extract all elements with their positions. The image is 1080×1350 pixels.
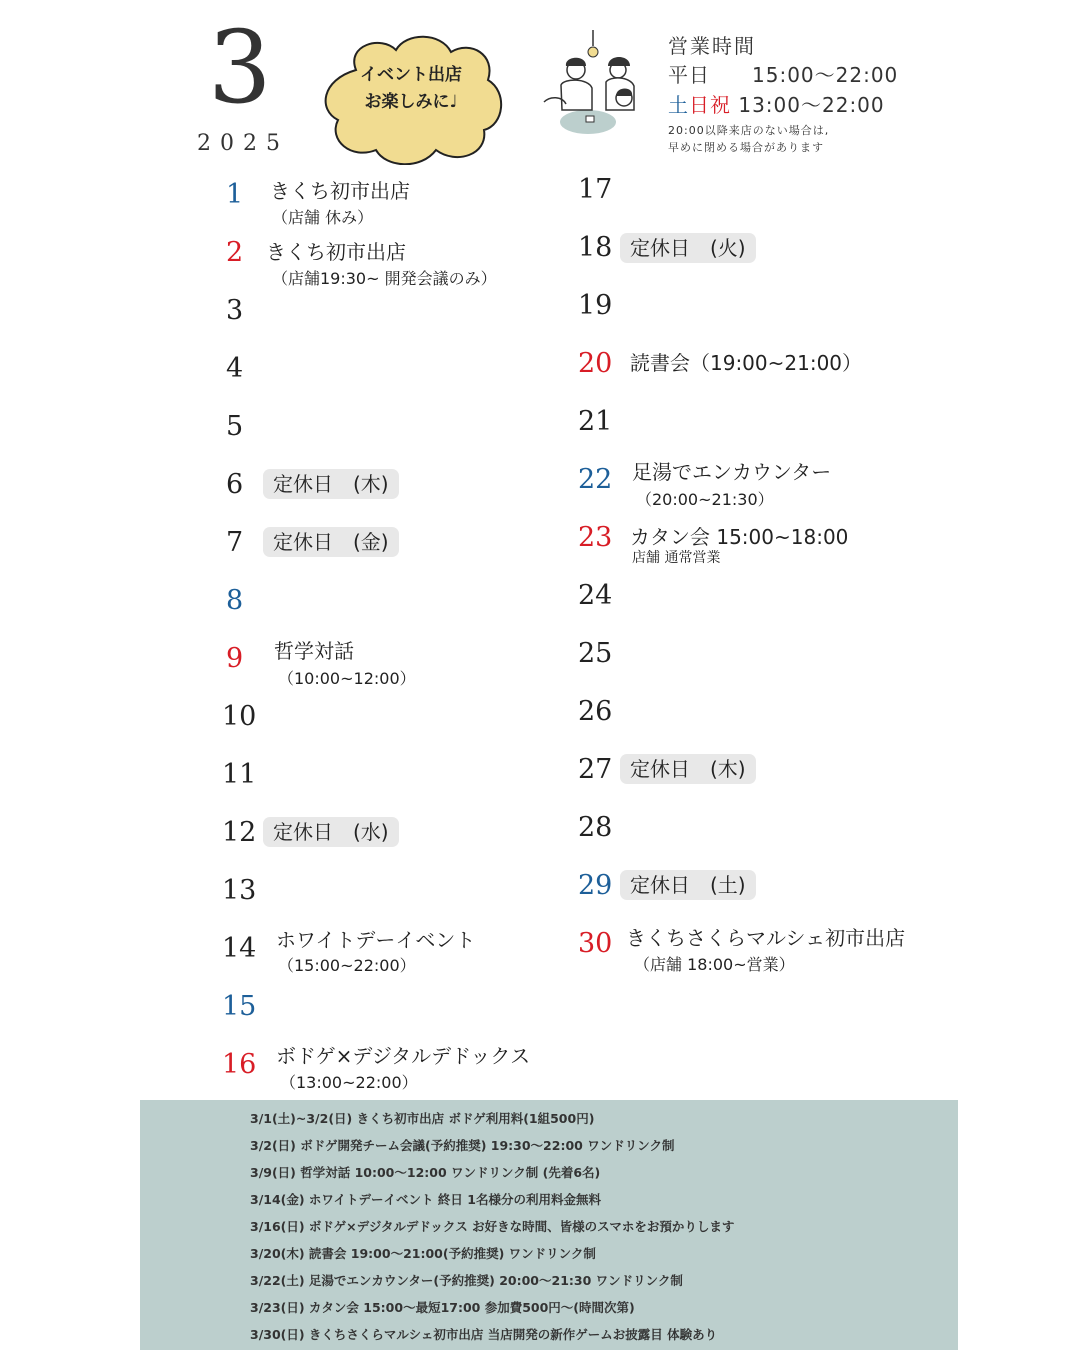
- day-14: 14: [222, 933, 257, 964]
- day-6: 6: [226, 469, 244, 500]
- hours-note-1: 20:00以降来店のない場合は,: [668, 124, 830, 137]
- event-detail-item: 3/1(土)~3/2(日) きくち初市出店 ボドゲ利用料(1組500円): [250, 1111, 595, 1126]
- event-sub-22: （20:00~21:30）: [636, 490, 774, 509]
- closed-badge-6: 定休日 (木): [263, 469, 399, 499]
- day-26: 26: [578, 696, 613, 727]
- day-9: 9: [226, 643, 244, 674]
- day-25: 25: [578, 638, 613, 669]
- weekday-hours: 15:00〜22:00: [752, 63, 899, 87]
- day-20: 20: [578, 348, 613, 379]
- month-number: 3: [208, 9, 272, 126]
- bubble-line-1: イベント出店: [360, 65, 462, 85]
- day-23: 23: [578, 522, 613, 553]
- day-28: 28: [578, 812, 613, 843]
- closed-badge-7: 定休日 (金): [263, 527, 399, 557]
- event-sub-16: （13:00~22:00）: [280, 1073, 418, 1092]
- event-details-panel: [140, 1100, 958, 1350]
- closed-badge-29: 定休日 (土): [620, 870, 756, 900]
- event-detail-item: 3/23(日) カタン会 15:00～最短17:00 参加費500円～(時間次第): [250, 1300, 635, 1315]
- day-2: 2: [226, 237, 244, 268]
- event-sub-23: 店舗 通常営業: [632, 550, 721, 566]
- day-8: 8: [226, 585, 244, 616]
- business-hours: [668, 32, 898, 156]
- closed-badge-18: 定休日 (火): [620, 233, 756, 263]
- closed-badge-27: 定休日 (木): [620, 754, 756, 784]
- day-15: 15: [222, 991, 257, 1022]
- event-sub-30: （店舗 18:00~営業）: [634, 955, 795, 974]
- weekday-hours-row: [668, 60, 898, 90]
- saturday-label: 土: [668, 93, 689, 117]
- event-title-2: きくち初市出店: [266, 240, 406, 264]
- day-22: 22: [578, 464, 613, 495]
- bubble-line-2: お楽しみに♩: [364, 92, 458, 112]
- day-13: 13: [222, 875, 257, 906]
- event-sub-2: （店舗19:30~ 開発会議のみ）: [272, 269, 497, 288]
- event-detail-item: 3/14(金) ホワイトデーイベント 終日 1名様分の利用料金無料: [250, 1192, 601, 1207]
- day-4: 4: [226, 353, 244, 384]
- hours-note-2: 早めに閉める場合があります: [668, 141, 824, 154]
- day-24: 24: [578, 580, 613, 611]
- event-title-1: きくち初市出店: [270, 179, 410, 203]
- event-sub-14: （15:00~22:00）: [278, 956, 416, 975]
- day-27: 27: [578, 754, 613, 785]
- weekend-hours: 13:00〜22:00: [738, 93, 885, 117]
- day-5: 5: [226, 411, 244, 442]
- sunday-holiday-label: 日祝: [689, 93, 731, 117]
- event-title-30: きくちさくらマルシェ初市出店: [626, 926, 906, 950]
- event-title-20: 読書会（19:00~21:00）: [630, 351, 863, 375]
- event-title-16: ボドゲ×デジタルデドックス: [276, 1044, 531, 1068]
- event-bubble-text: [316, 62, 506, 116]
- event-title-14: ホワイトデーイベント: [276, 928, 476, 952]
- hours-title: 営業時間: [668, 34, 756, 58]
- event-sub-9: （10:00~12:00）: [278, 669, 416, 688]
- event-details-list: [250, 1105, 734, 1348]
- people-illustration-icon: [536, 30, 648, 142]
- day-3: 3: [226, 295, 244, 326]
- day-11: 11: [222, 759, 257, 790]
- day-17: 17: [578, 174, 613, 205]
- day-10: 10: [222, 701, 257, 732]
- day-16: 16: [222, 1049, 257, 1080]
- event-title-9: 哲学対話: [274, 639, 354, 663]
- closed-badge-12: 定休日 (水): [263, 817, 399, 847]
- day-18: 18: [578, 232, 613, 263]
- day-21: 21: [578, 406, 613, 437]
- event-detail-item: 3/9(日) 哲学対話 10:00～12:00 ワンドリンク制 (先着6名): [250, 1165, 601, 1180]
- event-title-23: カタン会 15:00~18:00: [630, 525, 849, 549]
- day-19: 19: [578, 290, 613, 321]
- day-7: 7: [226, 527, 244, 558]
- weekday-label: 平日: [668, 63, 710, 87]
- event-sub-1: （店舗 休み）: [272, 208, 374, 227]
- year: 2025: [197, 131, 289, 156]
- day-30: 30: [578, 928, 613, 959]
- event-title-22: 足湯でエンカウンター: [632, 460, 832, 484]
- event-detail-item: 3/16(日) ボドゲ×デジタルデドックス お好きな時間、皆様のスマホをお預かりします: [250, 1219, 735, 1234]
- event-detail-item: 3/30(日) きくちさくらマルシェ初市出店 当店開発の新作ゲームお披露目 体験あり: [250, 1327, 718, 1342]
- event-detail-item: 3/2(日) ボドゲ開発チーム会議(予約推奨) 19:30～22:00 ワンドリンク制: [250, 1138, 675, 1153]
- day-29: 29: [578, 870, 613, 901]
- day-12: 12: [222, 817, 257, 848]
- event-detail-item: 3/20(木) 読書会 19:00～21:00(予約推奨) ワンドリンク制: [250, 1246, 596, 1261]
- event-detail-item: 3/22(土) 足湯でエンカウンター(予約推奨) 20:00～21:30 ワンドリンク制: [250, 1273, 683, 1288]
- day-1: 1: [226, 179, 244, 210]
- weekend-hours-row: [668, 90, 898, 120]
